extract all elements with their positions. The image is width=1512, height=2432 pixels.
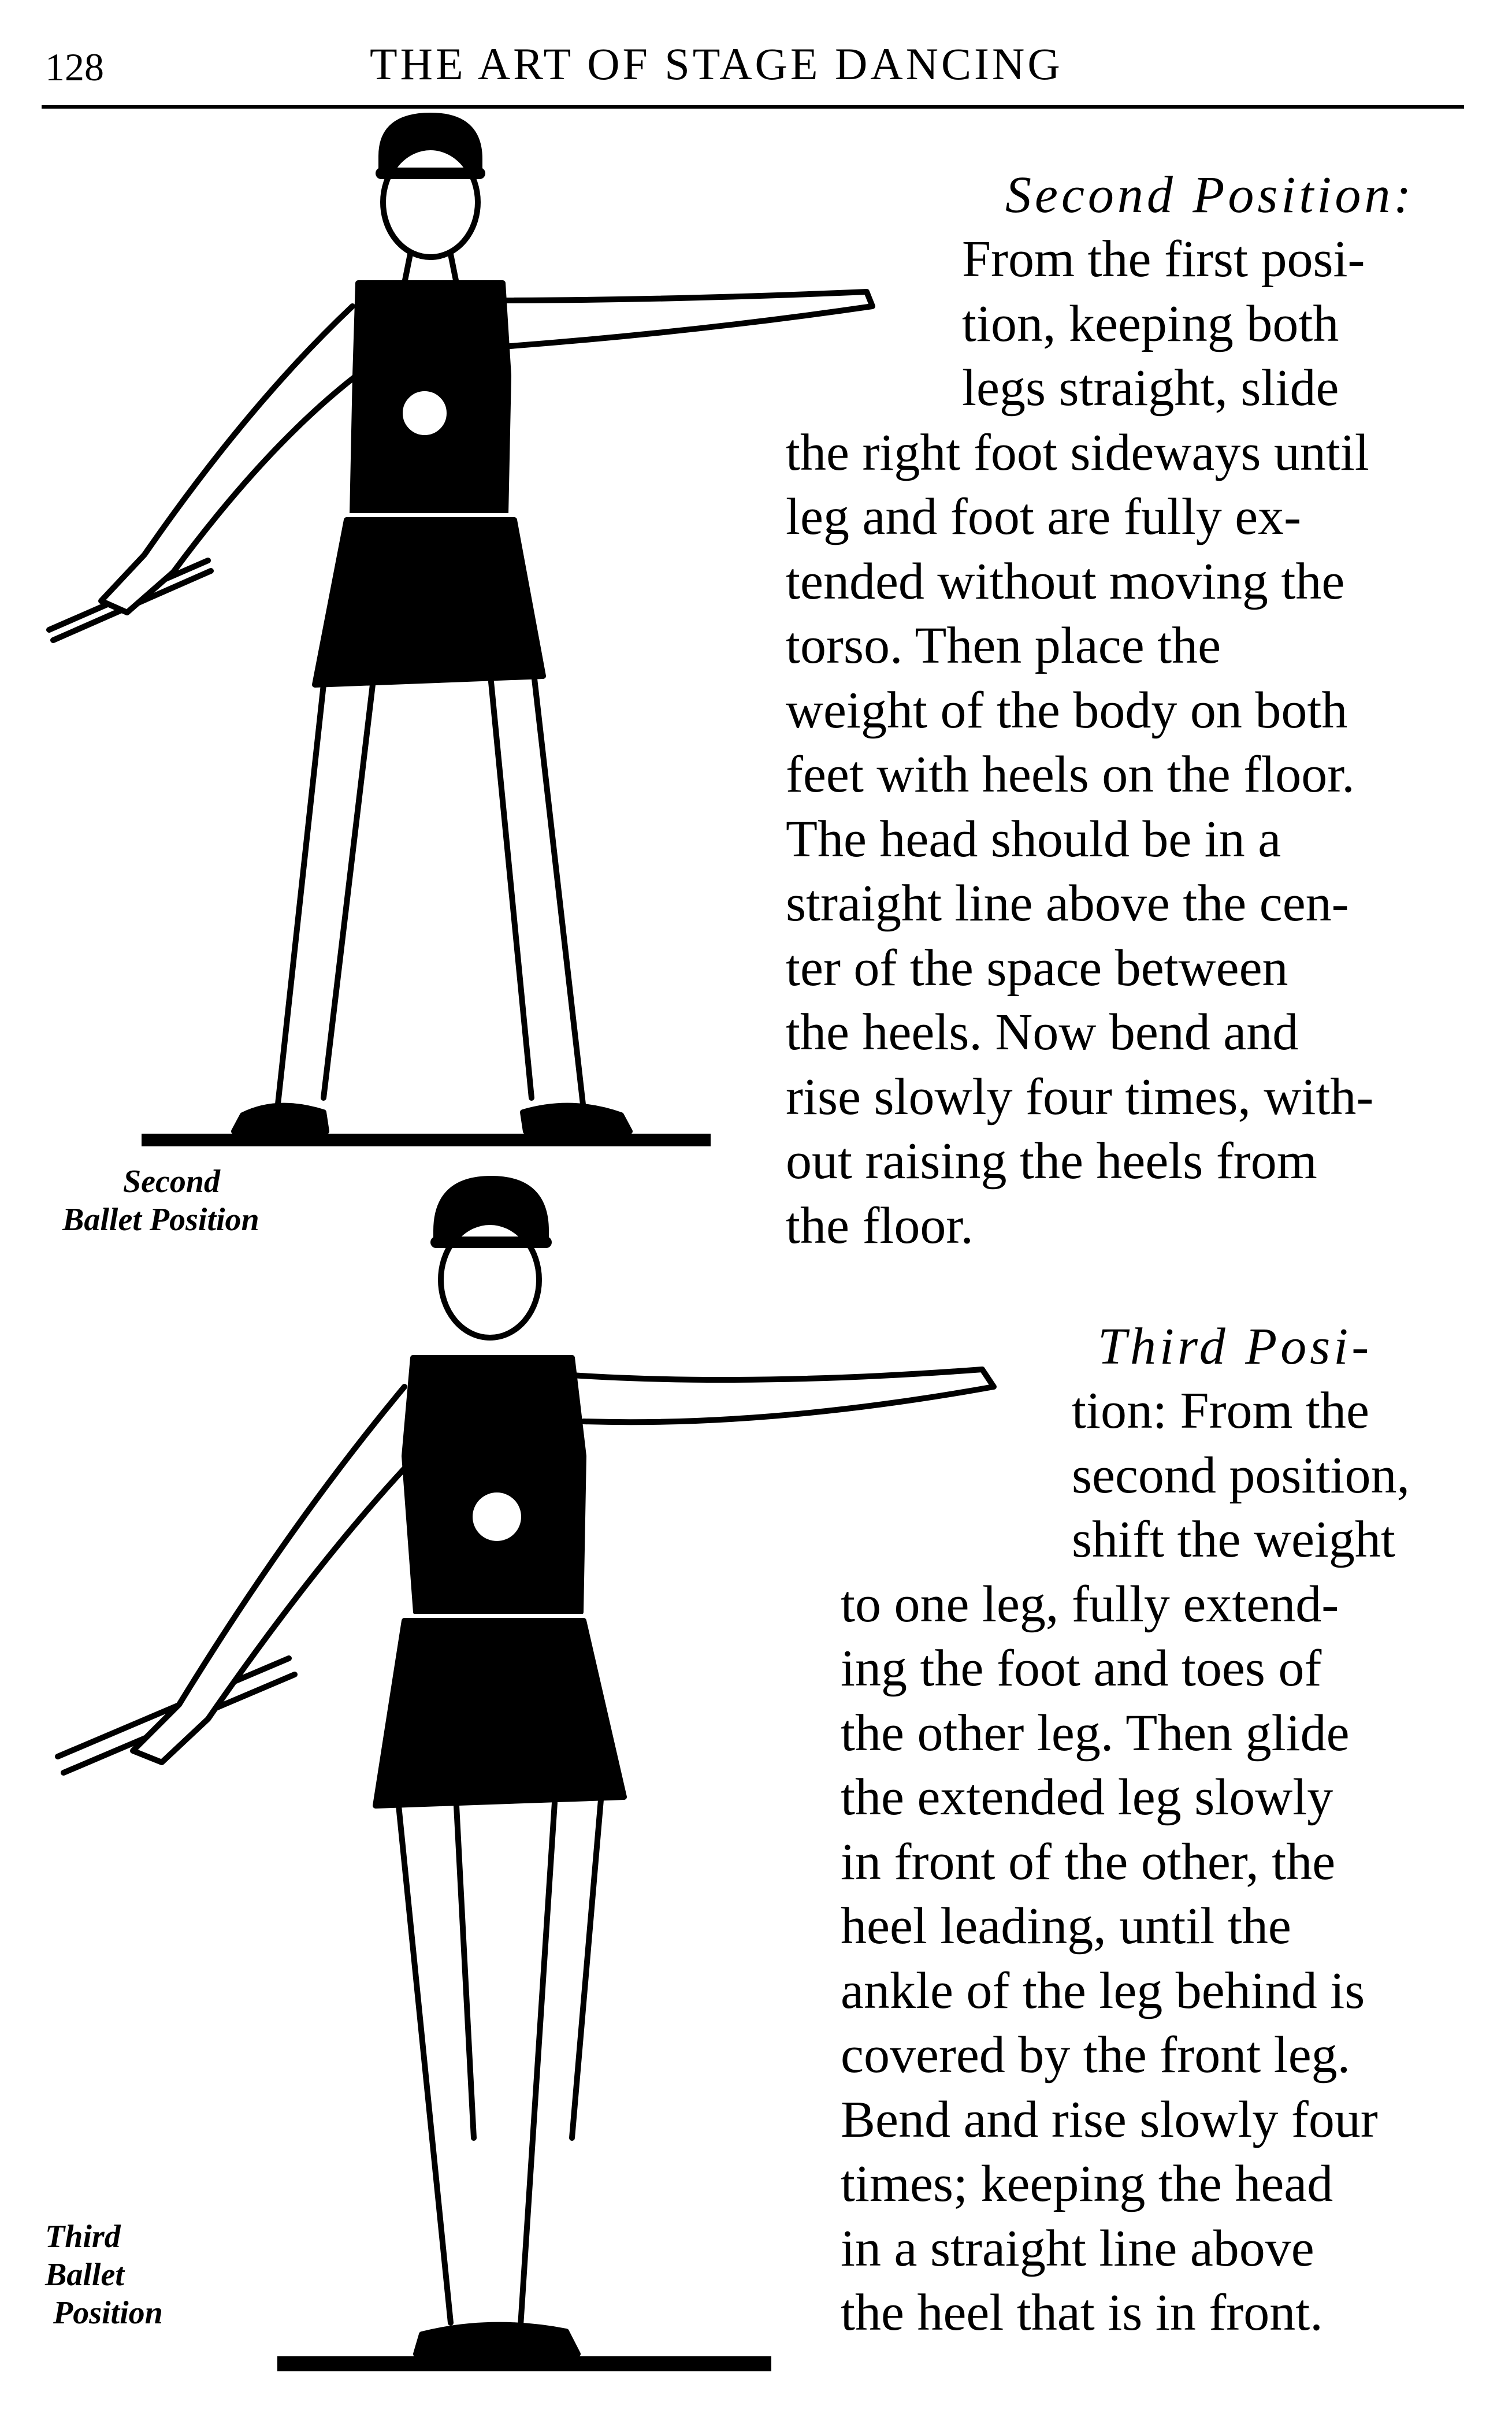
text-line: tion: From the — [1072, 1382, 1369, 1439]
text-line: times; keeping the head — [841, 2155, 1333, 2212]
text-line: the extended leg slowly — [841, 1769, 1333, 1826]
text-line: the heel that is in front. — [841, 2284, 1323, 2341]
section-body-third-position — [841, 1379, 1474, 2345]
shorts-2 — [376, 1621, 624, 1806]
head-1 — [383, 147, 478, 257]
caption-line: Position — [53, 2295, 163, 2331]
caption-line: Ballet — [45, 2257, 124, 2293]
text-line: From the first posi- — [962, 231, 1365, 288]
text-line: in a straight line above — [841, 2219, 1314, 2277]
page-number: 128 — [45, 45, 104, 89]
text-line: second position, — [1072, 1446, 1410, 1504]
floor-line-1 — [142, 1134, 711, 1146]
legs-1 — [277, 679, 584, 1109]
floor-line-2 — [277, 2356, 771, 2371]
text-line: The head should be in a — [786, 810, 1281, 868]
arm-left-1 — [101, 306, 364, 612]
arm-left-2 — [133, 1387, 416, 1762]
text-line: the floor. — [786, 1197, 974, 1254]
text-line: ter of the space between — [786, 939, 1288, 997]
caption-second-ballet-position — [62, 1163, 259, 1239]
text-line: Bend and rise slowly four — [841, 2091, 1378, 2148]
text-line: the other leg. Then glide — [841, 1704, 1350, 1762]
text-line: ing the foot and toes of — [841, 1640, 1322, 1697]
text-line: to one leg, fully extend- — [841, 1575, 1339, 1633]
text-line: rise slowly four times, with- — [786, 1068, 1374, 1126]
running-header-title: THE ART OF STAGE DANCING — [370, 39, 1063, 89]
text-line: in front of the other, the — [841, 1833, 1336, 1891]
tank-top-2 — [404, 1358, 584, 1612]
text-line: heel leading, until the — [841, 1898, 1291, 1955]
text-line: shift the weight — [1072, 1511, 1395, 1568]
text-line: leg and foot are fully ex- — [786, 488, 1302, 545]
text-line: out raising the heels from — [786, 1133, 1317, 1190]
caption-third-ballet-position — [45, 2218, 163, 2332]
figure-second-position — [49, 116, 872, 1146]
text-line: tended without moving the — [786, 552, 1345, 610]
text-line: the heels. Now bend and — [786, 1004, 1299, 1061]
section-body-second-position — [786, 227, 1474, 1258]
caption-line: Ballet Position — [62, 1202, 259, 1238]
section-heading-third-position: Third Posi- — [1098, 1318, 1373, 1375]
legs-2 — [399, 1800, 601, 2334]
text-line: torso. Then place the — [786, 617, 1221, 674]
text-line: legs straight, slide — [962, 359, 1339, 417]
caption-line: Third — [45, 2219, 121, 2255]
section-heading-second-position: Second Position: — [1005, 166, 1415, 224]
caption-line: Second — [123, 1164, 220, 1200]
text-line: the right foot sideways until — [786, 424, 1369, 481]
text-line: weight of the body on both — [786, 681, 1348, 739]
text-line: ankle of the leg behind is — [841, 1962, 1365, 2019]
text-line: covered by the front leg. — [841, 2026, 1351, 2084]
text-line: feet with heels on the floor. — [786, 746, 1355, 803]
shorts-1 — [315, 520, 543, 685]
text-line: tion, keeping both — [962, 295, 1339, 352]
text-line: straight line above the cen- — [786, 875, 1349, 932]
